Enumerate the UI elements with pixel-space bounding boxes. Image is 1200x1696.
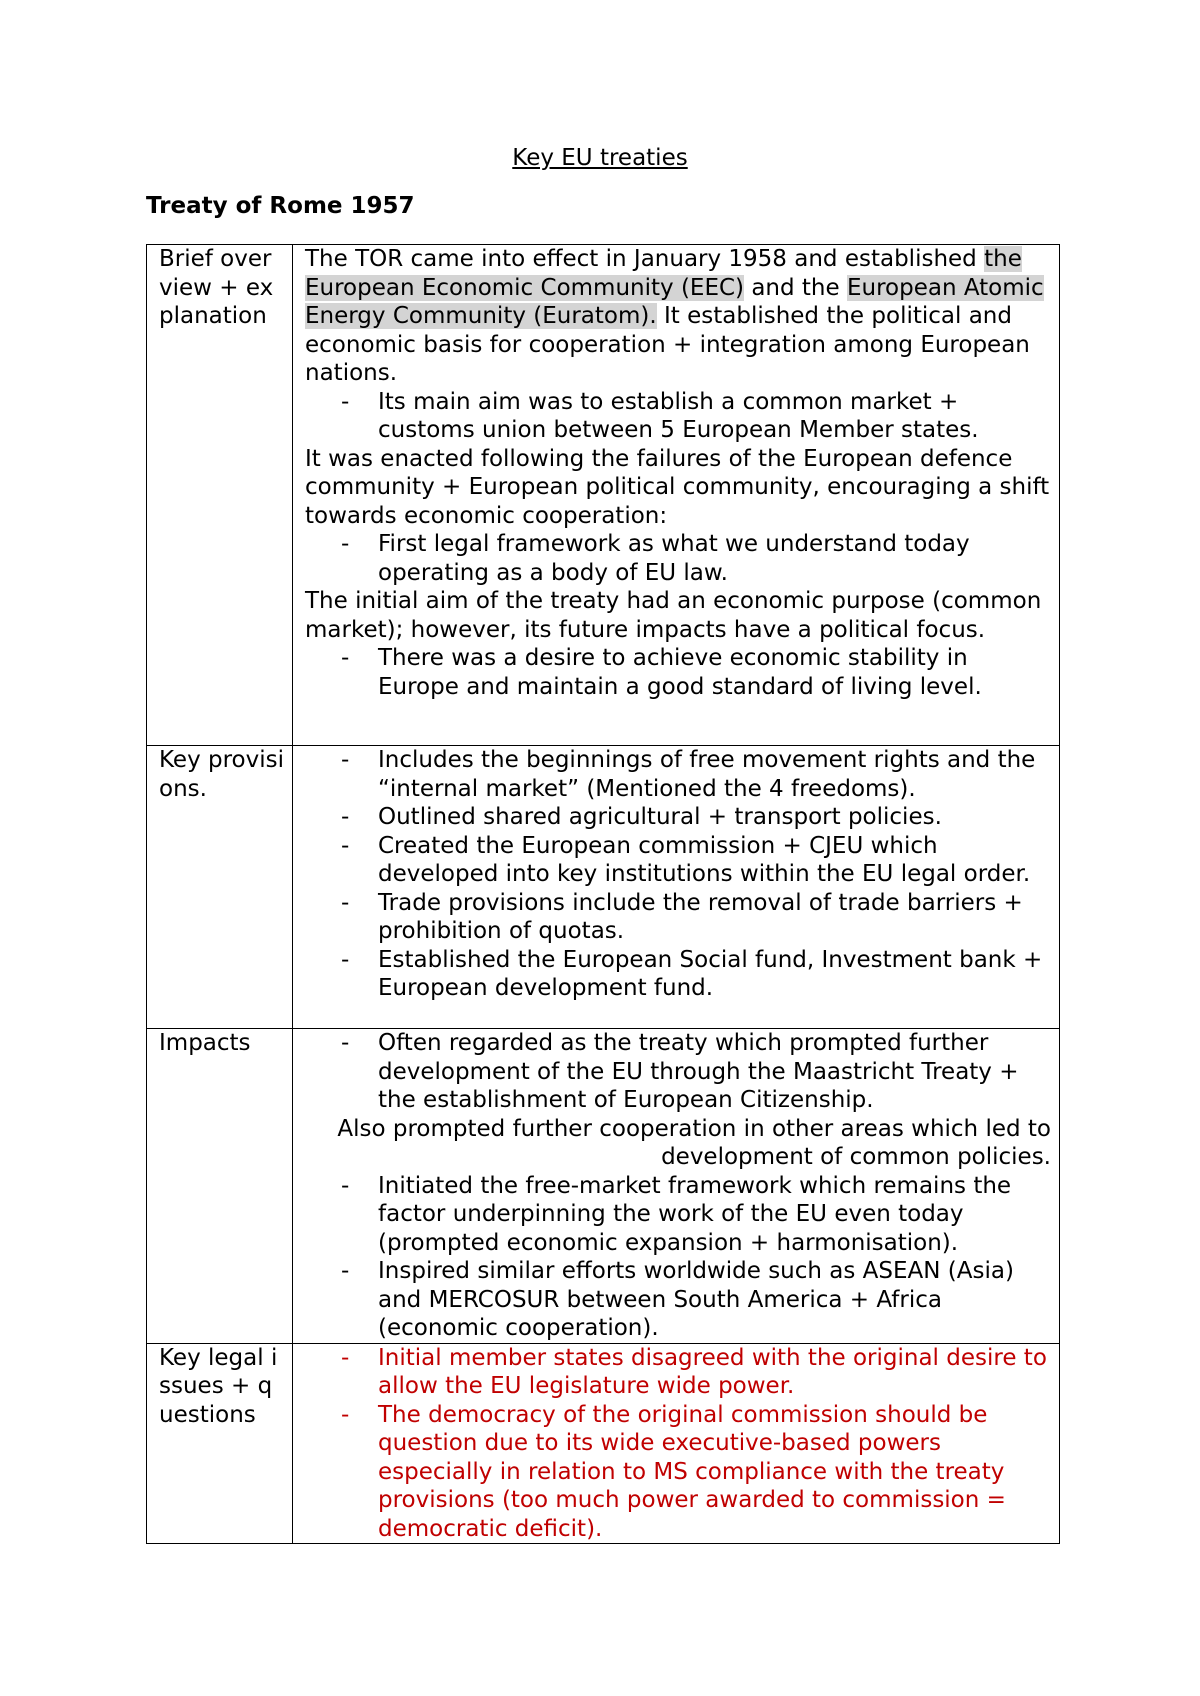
list-item-text: Often regarded as the treaty which prompted further development of the EU through the Maastricht Treaty + the establishment of European Citizenship. <box>378 1030 1019 1113</box>
list-item-text: The democracy of the original commission should be question due to its wide executive-based powers especially in relation to MS compliance with the treaty provisions (too much power awarded to commission = democratic deficit). <box>378 1401 1006 1542</box>
impacts-plain-line <box>305 1115 1051 1172</box>
provisions-list <box>305 746 1051 1003</box>
table-row-overview <box>147 245 1060 746</box>
overview-list-2 <box>305 530 1051 587</box>
document-title: Key EU treaties <box>512 145 688 171</box>
list-item-text: There was a desire to achieve economic stability in Europe and maintain a good standard of living level. <box>378 645 982 700</box>
section-heading: Treaty of Rome 1957 <box>146 193 415 219</box>
list-item-text: Inspired similar efforts worldwide such as ASEAN (Asia) and MERCOSUR between South America + Africa (economic cooperation). <box>378 1258 1014 1341</box>
table-row-legal <box>147 1343 1060 1544</box>
list-item-text: Includes the beginnings of free movement rights and the “internal market” (Mentioned the 4 freedoms). <box>378 747 1036 802</box>
overview-paragraph-2: It was enacted following the failures of the European defence community + European political community, encouraging a shift towards economic cooperation: <box>305 445 1050 529</box>
list-item-text: Outlined shared agricultural + transport policies. <box>378 804 942 830</box>
overview-list-1 <box>305 388 1051 445</box>
dash-bullet: - <box>341 804 350 830</box>
highlight-eec: the European Economic Community (EEC) <box>305 246 1022 301</box>
dash-bullet: - <box>341 645 350 671</box>
row-label-provisions <box>147 746 293 1029</box>
list-item-text: Established the European Social fund, Investment bank + European development fund. <box>378 946 1043 1001</box>
list-item <box>341 803 1051 832</box>
overview-p1-end: It established the political and economic basis for cooperation + integration among European nations. <box>305 303 1030 386</box>
list-item-text: Initiated the free-market framework which remains the factor underpinning the work of the EU even today (prompted economic expansion + harmonisation). <box>378 1172 1012 1256</box>
row-label-overview <box>147 245 293 746</box>
dash-bullet: - <box>341 1401 350 1428</box>
impacts-content <box>293 1029 1060 1344</box>
table-row-provisions <box>147 746 1060 1029</box>
list-item <box>341 530 1051 587</box>
list-item-text: Created the European commission + CJEU which developed into key institutions within the EU legal order. <box>378 832 1031 887</box>
dash-bullet: - <box>341 1030 350 1056</box>
list-item <box>341 746 1051 803</box>
impacts-list-2 <box>305 1172 1051 1343</box>
overview-p1-mid: and the <box>744 274 847 301</box>
row-label-text: Impacts <box>159 1030 251 1056</box>
list-item <box>341 1401 1051 1544</box>
list-item-text: Initial member states disagreed with the original desire to allow the EU legislature wide power. <box>378 1344 1047 1399</box>
list-item <box>341 946 1051 1003</box>
impacts-plain-text: Also prompted further cooperation in other areas which led to development of common policies. <box>337 1115 1051 1170</box>
row-label-text: Key provisions. <box>159 747 285 802</box>
overview-content <box>293 245 1060 746</box>
list-item <box>341 832 1051 889</box>
dash-bullet: - <box>341 1172 350 1199</box>
list-item <box>341 644 1051 701</box>
list-item-text: Its main aim was to establish a common market + customs union between 5 European Member states. <box>378 388 979 443</box>
list-item <box>341 1257 1051 1343</box>
treaty-table <box>146 244 1060 1544</box>
dash-bullet: - <box>341 1258 350 1284</box>
dash-bullet: - <box>341 946 350 973</box>
impacts-list-1 <box>305 1029 1051 1115</box>
provisions-content <box>293 746 1060 1029</box>
dash-bullet: - <box>341 747 350 773</box>
dash-bullet: - <box>341 1344 350 1371</box>
list-item <box>341 889 1051 946</box>
list-item-text: Trade provisions include the removal of trade barriers + prohibition of quotas. <box>378 889 1023 944</box>
list-item <box>341 1172 1051 1258</box>
dash-bullet: - <box>341 388 350 415</box>
legal-list <box>305 1344 1051 1544</box>
row-label-text: Key legal issues + questions <box>159 1344 278 1428</box>
overview-list-3 <box>305 644 1051 701</box>
row-label-legal <box>147 1343 293 1544</box>
dash-bullet: - <box>341 832 350 859</box>
dash-bullet: - <box>341 531 350 557</box>
list-item-text: First legal framework as what we understand today operating as a body of EU law. <box>378 531 970 586</box>
list-item <box>341 388 1051 445</box>
overview-paragraph-3: The initial aim of the treaty had an economic purpose (common market); however, its future impacts have a political focus. <box>305 588 1042 643</box>
legal-content <box>293 1343 1060 1544</box>
list-item <box>341 1344 1051 1401</box>
row-label-text: Brief overview + explanation <box>159 246 274 329</box>
row-label-impacts <box>147 1029 293 1344</box>
highlight-euratom: European Atomic Energy Community (Euratom). <box>305 274 1044 329</box>
list-item <box>341 1029 1051 1115</box>
table-row-impacts <box>147 1029 1060 1344</box>
overview-paragraph-1 <box>305 245 1051 388</box>
dash-bullet: - <box>341 889 350 916</box>
overview-p1-start: The TOR came into effect in January 1958 and established <box>305 246 985 272</box>
